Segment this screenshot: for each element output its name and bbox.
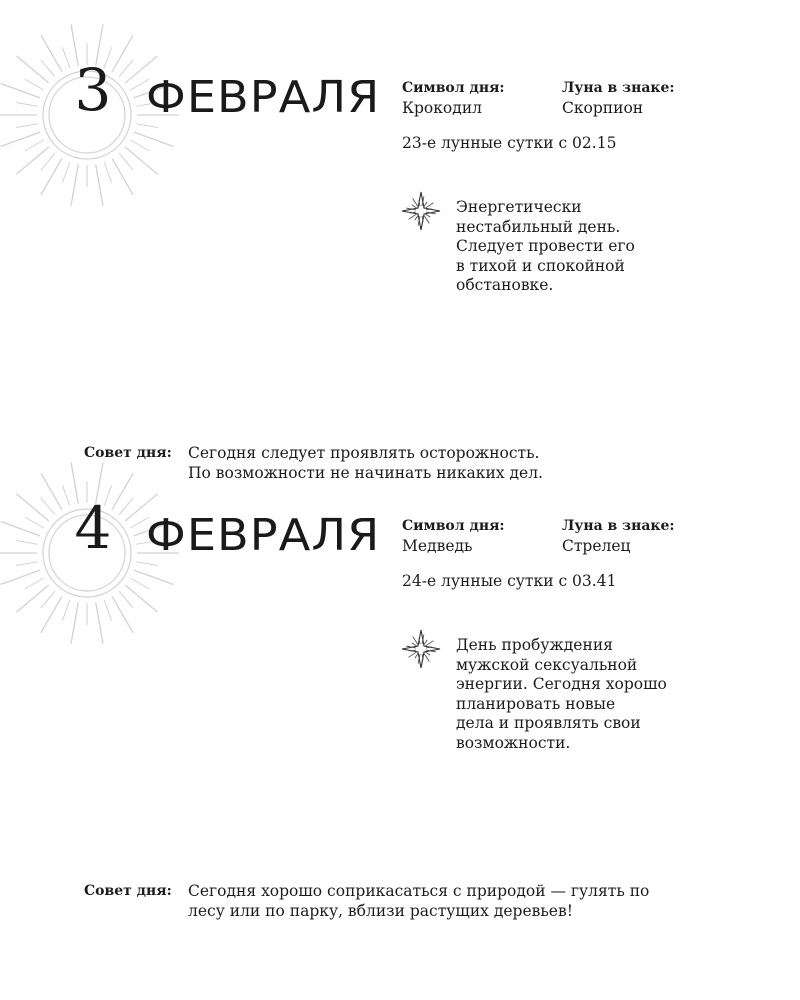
advice-label: Совет дня: xyxy=(84,445,172,461)
description-line: обстановке. xyxy=(456,276,554,295)
advice-line: Сегодня хорошо соприкасаться с природой — гулять по xyxy=(188,882,650,900)
description-line: Следует провести его xyxy=(456,237,635,256)
description-line: мужской сексуальной xyxy=(456,655,638,674)
sparkle-star-icon xyxy=(400,628,442,670)
month-name: ФЕВРАЛЯ xyxy=(146,72,381,123)
description-line: планировать новые xyxy=(456,694,616,713)
symbol-label: Символ дня: xyxy=(402,518,505,534)
symbol-value: Крокодил xyxy=(402,99,482,117)
day-entry-feb-3 xyxy=(0,0,800,482)
advice-line: По возможности не начинать никаких дел. xyxy=(188,463,543,482)
symbol-of-day xyxy=(402,78,582,119)
description-line: нестабильный день. xyxy=(456,217,621,236)
sparkle-star-icon xyxy=(400,190,442,232)
advice-text xyxy=(188,882,768,921)
moon-value: Стрелец xyxy=(562,537,631,555)
description-line: День пробуждения xyxy=(456,636,613,654)
advice-line: Сегодня следует проявлять осторожность. xyxy=(188,444,540,462)
day-number: 4 xyxy=(74,494,112,562)
day-number: 3 xyxy=(74,56,112,124)
moon-sign xyxy=(562,516,742,557)
moon-value: Скорпион xyxy=(562,99,644,117)
lunar-day: 23-е лунные сутки с 02.15 xyxy=(402,134,617,152)
advice-line: лесу или по парку, вблизи растущих деревьев! xyxy=(188,901,573,920)
symbol-of-day xyxy=(402,516,582,557)
month-name: ФЕВРАЛЯ xyxy=(146,510,381,561)
day-description xyxy=(456,198,696,296)
moon-sign xyxy=(562,78,742,119)
description-line: дела и проявлять свои xyxy=(456,714,641,733)
day-description xyxy=(456,636,696,754)
day-entry-feb-4 xyxy=(0,438,800,920)
description-line: энергии. Сегодня хорошо xyxy=(456,675,667,694)
moon-label: Луна в знаке: xyxy=(562,518,675,534)
lunar-day: 24-е лунные сутки с 03.41 xyxy=(402,572,617,590)
symbol-label: Символ дня: xyxy=(402,80,505,96)
advice-label: Совет дня: xyxy=(84,883,172,899)
moon-label: Луна в знаке: xyxy=(562,80,675,96)
description-line: Энергетически xyxy=(456,198,582,216)
description-line: возможности. xyxy=(456,733,571,752)
symbol-value: Медведь xyxy=(402,537,473,555)
description-line: в тихой и спокойной xyxy=(456,256,625,275)
